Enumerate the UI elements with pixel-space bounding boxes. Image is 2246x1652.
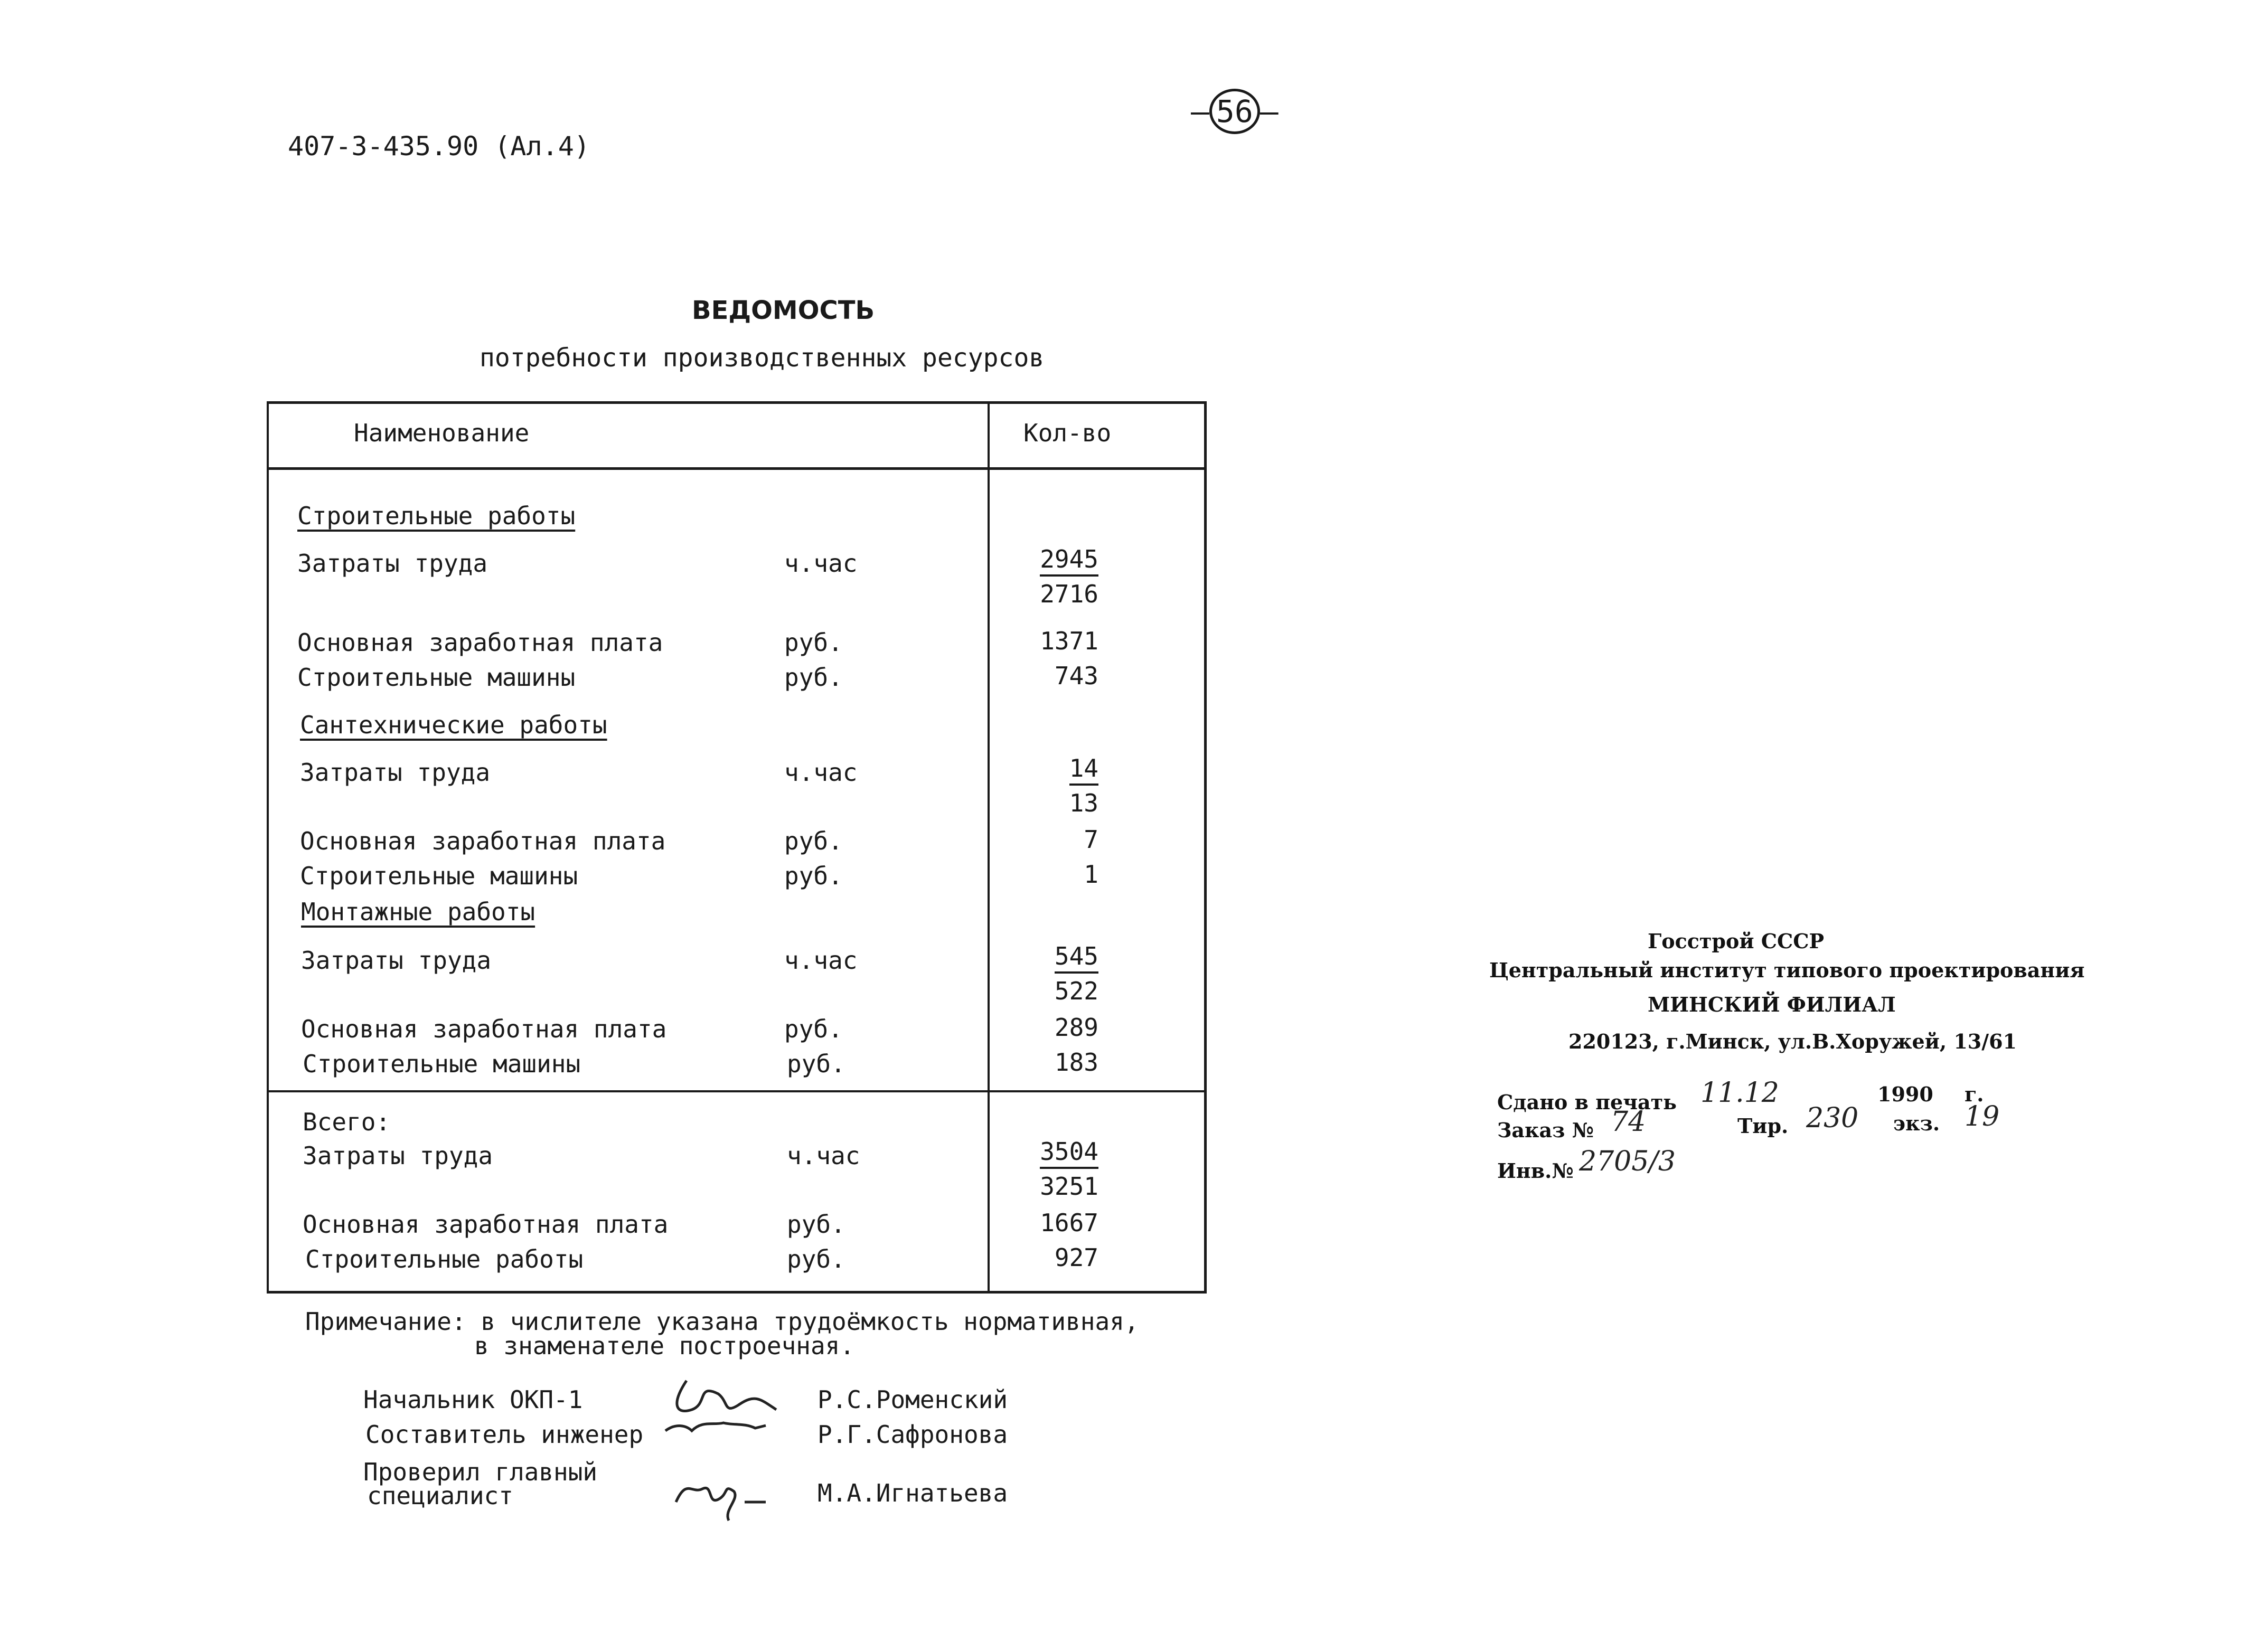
row-value: 743 bbox=[1054, 662, 1098, 690]
row-unit: руб. bbox=[784, 827, 843, 855]
stamp-year: 1990 bbox=[1877, 1082, 1933, 1106]
stamp-year-suffix: г. bbox=[1965, 1082, 1984, 1106]
stamp-copies-value: 19 bbox=[1965, 1101, 2000, 1132]
note bbox=[305, 1309, 1139, 1358]
row-unit: ч.час bbox=[784, 946, 858, 975]
stamp-circulation-value: 230 bbox=[1806, 1102, 1859, 1134]
row-unit: ч.час bbox=[787, 1141, 860, 1170]
row-value-denominator: 3251 bbox=[1040, 1172, 1098, 1201]
row-label: Основная заработная плата bbox=[303, 1210, 669, 1239]
stamp-org: Госстрой СССР bbox=[1648, 929, 1825, 953]
row-value: 1371 bbox=[1040, 627, 1098, 655]
stamp-order-no: 74 bbox=[1611, 1106, 1646, 1138]
row-value: 1 bbox=[1084, 860, 1098, 889]
row-label: Основная заработная плата bbox=[300, 827, 666, 855]
row-value: 289 bbox=[1054, 1013, 1098, 1042]
row-label: Основная заработная плата bbox=[301, 1015, 667, 1043]
stamp-branch: МИНСКИЙ ФИЛИАЛ bbox=[1648, 993, 1896, 1016]
row-label: Затраты труда bbox=[300, 758, 491, 787]
row-unit: руб. bbox=[784, 862, 843, 890]
stamp-sent-label: Сдано в печать bbox=[1497, 1090, 1677, 1114]
section-title: Сантехнические работы bbox=[300, 711, 607, 739]
numerator: 2945 bbox=[1040, 545, 1098, 577]
handwritten-signatures bbox=[655, 1373, 829, 1531]
row-unit: ч.час bbox=[784, 758, 858, 787]
total-title: Всего: bbox=[303, 1108, 391, 1136]
numerator: 3504 bbox=[1040, 1137, 1098, 1169]
row-label: Затраты труда bbox=[303, 1141, 493, 1170]
row-value-denominator: 13 bbox=[1069, 789, 1098, 817]
signature-name: Р.Г.Сафронова bbox=[817, 1420, 1008, 1449]
page-title: ВЕДОМОСТЬ bbox=[692, 296, 875, 325]
signature-name: Р.С.Роменский bbox=[817, 1385, 1008, 1414]
row-label: Строительные машины bbox=[297, 663, 576, 692]
signature-role: Начальник ОКП-1 bbox=[363, 1385, 583, 1414]
page-number-value: 56 bbox=[1209, 89, 1260, 134]
row-label: Строительные работы bbox=[305, 1245, 584, 1273]
stamp-circulation-label: Тир. bbox=[1737, 1114, 1789, 1138]
row-value: 7 bbox=[1084, 825, 1098, 854]
column-header-qty: Кол-во bbox=[1023, 419, 1112, 447]
signature-role: Составитель инженер bbox=[365, 1420, 644, 1449]
row-label: Строительные машины bbox=[303, 1050, 581, 1078]
stamp-inventory-value: 2705/3 bbox=[1579, 1146, 1676, 1177]
numerator: 545 bbox=[1055, 942, 1098, 974]
stamp-institute: Центральный институт типового проектирования bbox=[1489, 958, 2085, 982]
signature-name: М.А.Игнатьева bbox=[817, 1479, 1008, 1507]
row-unit: руб. bbox=[784, 628, 843, 657]
row-value-denominator: 2716 bbox=[1040, 580, 1098, 608]
stamp-order-label: Заказ № bbox=[1497, 1118, 1594, 1142]
table-total-divider bbox=[990, 1090, 1207, 1092]
signature-role: Проверил главный bbox=[363, 1458, 598, 1486]
row-label: Затраты труда bbox=[297, 549, 488, 578]
row-value-numerator bbox=[1019, 545, 1098, 573]
row-unit: руб. bbox=[787, 1050, 845, 1078]
row-unit: руб. bbox=[784, 1015, 843, 1043]
page-subtitle: потребности производственных ресурсов bbox=[480, 343, 1045, 373]
row-value-denominator: 522 bbox=[1054, 977, 1098, 1005]
row-unit: руб. bbox=[784, 663, 843, 692]
section-title: Монтажные работы bbox=[301, 898, 535, 926]
stamp-sent-date: 11.12 bbox=[1700, 1077, 1779, 1109]
section-title: Строительные работы bbox=[297, 502, 576, 530]
numerator: 14 bbox=[1069, 754, 1098, 786]
stamp-inventory-label: Инв.№ bbox=[1497, 1159, 1574, 1183]
stamp-copies-label: экз. bbox=[1893, 1111, 1940, 1135]
row-label: Затраты труда bbox=[301, 946, 492, 975]
row-unit: ч.час bbox=[784, 549, 858, 578]
row-label: Основная заработная плата bbox=[297, 628, 663, 657]
row-value-numerator bbox=[1019, 754, 1098, 782]
note-line-2: в знаменателе построечная. bbox=[474, 1332, 855, 1360]
table-total-divider-left bbox=[267, 1090, 990, 1092]
row-unit: руб. bbox=[787, 1245, 845, 1273]
row-value-numerator bbox=[1019, 1137, 1098, 1166]
column-header-name: Наименование bbox=[354, 419, 530, 447]
row-value-numerator bbox=[1019, 942, 1098, 970]
document-code: 407-3-435.90 (Ал.4) bbox=[288, 131, 590, 162]
row-value: 927 bbox=[1054, 1243, 1098, 1272]
table-header-divider bbox=[267, 467, 1207, 470]
table-column-divider bbox=[988, 401, 990, 1294]
page-number: – 56 – bbox=[1191, 89, 1279, 134]
row-value: 183 bbox=[1054, 1048, 1098, 1077]
row-unit: руб. bbox=[787, 1210, 845, 1239]
signature-role-cont: специалист bbox=[367, 1481, 513, 1510]
note-line-1: Примечание: в числителе указана трудоёмкость нормативная, bbox=[305, 1307, 1139, 1336]
row-label: Строительные машины bbox=[300, 862, 578, 890]
row-value: 1667 bbox=[1040, 1209, 1098, 1237]
stamp-address: 220123, г.Минск, ул.В.Хоружей, 13/61 bbox=[1568, 1030, 2017, 1053]
